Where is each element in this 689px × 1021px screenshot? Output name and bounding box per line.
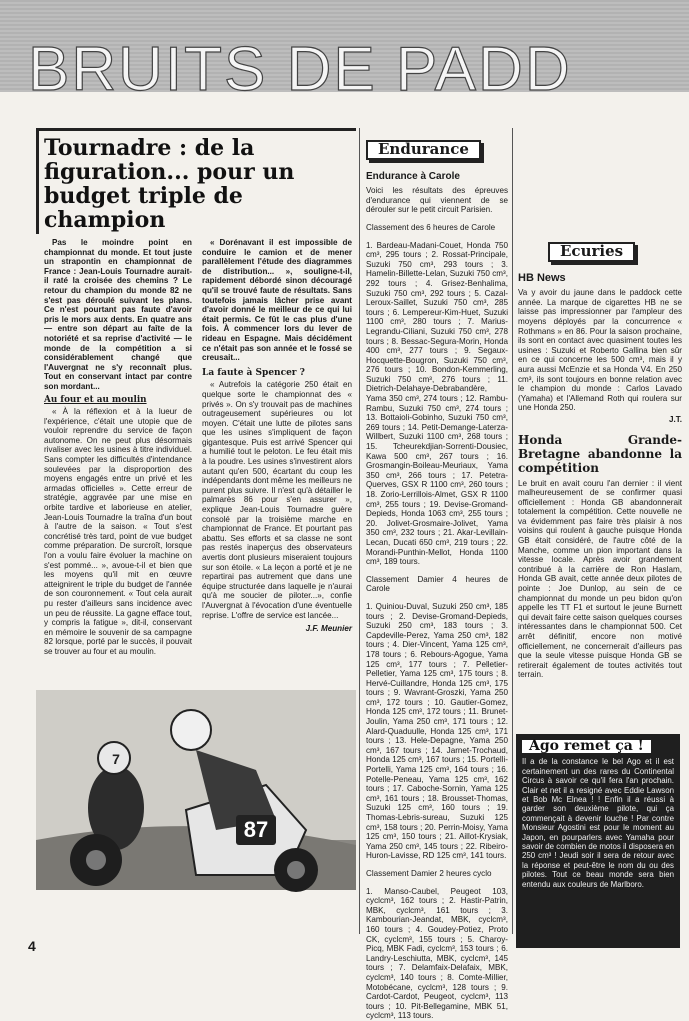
section-banner [0,0,689,104]
article-column-1 [44,238,192,688]
ecuries-tag: Ecuries [548,242,635,262]
banner-title: BRUITS DE PADD [28,35,572,104]
article-column-2 [202,238,352,690]
right-column [518,128,682,728]
article-intro: Pas le moindre point en championnat du monde. Et tout juste un strapontin en championnat de France : Jean-Louis Tournadre aurait-il raté la croisée des chemins ? Le retour du champion du monde 82 ne s'est pas déroulé suivant les plans. Ce n'est pourtant pas faute d'avoir pris le mors aux dents. En quatre ans — entre son départ au faîte de la notoriété et sa reprise d'activité — le monde de la compétition a si considérablement changé que l'Auvergnat ne s'y reconnaît plus. Tout en conservant intact par contre son mordant... [44,238,192,391]
spacer [518,134,682,242]
ago-sidebar [516,734,680,948]
column-divider-2 [512,128,513,934]
list2-title: Classement Damier 4 heures de Carole [366,574,508,594]
hb-news-text: Va y avoir du jaune dans le paddock cette année. La marque de cigarettes HB ne se laisse pas impressionner par l'ampleur des moyens déployés par la concurrence « Rothmans » en 86. Pour la saison prochaine, ils sont en contact avec quasiment toutes les usines : Suzuki et Roberto Gallina bien sûr en ce qui concerne les 500 cm³, mais il y aura aussi McEnzie et sa Honda V4. En 250 cm³, ils sont toujours en bonne relation avec le champion du monde : Carlos Lavado (Yamaha) et l'Allemand Roth qui roulera sur une Honda 250. [518,288,682,413]
hb-news-heading: HB News [518,271,566,284]
motorcycle-illustration [36,690,356,890]
honda-gb-text: Le bruit en avait couru l'an dernier : il vient malheureusement de se confirmer quasi officiellement : Honda GB abandonnerait totalement la compétition. Cette nouvelle ne va évidemment pas faire très plaisir à nos voisins qui roulent à gauche puisque Honda GB était considéré, de l'autre côté de la Manche, comme un pion important dans la vitesse locale. Après avoir grandement contribué à la carrière de Ron Haslam, Honda GB avait, cette année deux pilotes de pointe : Joe Dunlop, au sein de ce championnat du monde un peu bidon qu'on appelle les TT F1 et surtout le jeune Burnett qui devait faire cette saison quelques courses intéressantes dans le championnat 500. Cet arrêt définitif, encore non motivé officiellement, ne concernerait d'ailleurs pas que la seule vitesse puisque Honda GB se retirerait également de toutes activités tout terrain. [518,478,682,680]
column-divider [359,128,360,934]
list3-title: Classement Damier 2 heures cyclo [366,868,492,878]
article-signature: J.F. Meunier [305,624,352,634]
article-headline: Tournadre : de la figuration... pour un budget triple de champion [44,135,295,233]
article-paragraph-2: « Dorénavant il est impossible de conduire le camion et de mener parallèlement l'étude des diagrammes de distribution... », souligne-t-il, rapidement débordé sinon découragé qu'il se trouvé faute de résultats. Sans toutefois jamais lâcher prise avant d'avoir donné le meilleur de ce qui lui était permis. Ce fût le cas plus d'une fois. À commencer lors du lever de rideau en Espagne. Mais décidément ce n'était pas son année et le fossé se creusait... [202,238,352,363]
endurance-heading: Endurance à Carole [366,170,460,182]
endurance-column [366,140,508,1021]
results-6h: 1. Bardeau-Madani-Couet, Honda 750 cm³, 295 tours ; 2. Rossat-Principale, Suzuki 750 cm³, 293 tours ; 3. Hamelin-Billette-Lelan, Suzuki 750 cm³, 292 tours ; 4. Grisez-Benhalima, Suzuki 750 cm³, 292 tours ; 5. Cazal-Leroux-Saillet, Suzuki 750 cm³, 285 tours ; 6. Lempereur-Kim-Huet, Suzuki 1100 cm³, 280 tours ; 7. Marius-Legrandu-Ciliani, Suzuki 750 cm³, 278 tours ; 8. Bessac-Segura-Morin, Honda 400 cm³, 277 tours ; 9. Segaux-Hocquette-Bougron, Suzuki 750 cm³, 276 tours ; 10. Bondon-Kemmerling, Suzuki 750 cm³, 276 tours ; 11. Dietrich-Delahaye-Debrabandère, Yama 350 cm³, 274 tours ; 12. Rambu-Rambu, Suzuki 750 cm³, 274 tours ; 13. Bottaioli-Gobinho, Suzuki 750 cm³, 269 tours ; 14. Petit-Demange-Laterza-Willbert, Suzuki 1100 cm³, 268 tours ; 15. Tcheurekdjian-Sorrenti-Dousiec, Kawa 500 cm³, 267 tours ; 16. Grosmangin-Boileau-Meuriaux, Yama 350 cm³, 266 tours ; 17. Petetra-Querves, GSX R 1100 cm³, 260 tours ; 18. Zorio-Lerrillois-Almet, GSX R 1100 cm³, 255 tours ; 19. Devise-Gromand-Depieds, Honda 1063 cm³, 255 tours ; 20. Jolivet-Grosmaire-Jolivet, Yama 350 cm³, 232 tours ; 21. Akar-Levillain-Lecan, Ducati 650 cm³, 219 tours ; 22. Morandi-Punthin-Mellot, Honda 1100 cm³, 189 tours. [366,240,508,567]
results-2h-cyclo: 1. Manso-Caubel, Peugeot 103, cyclcm³, 162 tours ; 2. Hastir-Patrin, MBK, cyclcm³, 161 tours ; 3. Kambourian-Jeandat, MBK, cyclcm³, 160 tours ; 4. Goudey-Potiez, Proto CK, cyclcm³, 155 tours ; 5. Charoy-Picq, MBK Fadi, cyclcm³, 153 tours ; 6. Landry-Leschiutta, MBK, cyclcm³, 145 tours ; 7. Delamfaix-Delafaix, MBK, cyclcm³, 140 tours ; 8. Comte-Millier, Motobécane, cyclcm³, 128 tours ; 9. Cardot-Cardot, Peugeot, cyclcm³, 113 tours ; 10. Pit-Bellegamine, MBK 51, cyclcm³, 113 tours. [366,886,508,1021]
ago-text: Il a de la constance le bel Ago et il est certainement un des rares du Continental Circus à savoir ce qu'il fera l'an prochain. Clair et net il a resigné avec Eddie Lawson et Bob Mc Elnea ! ! Enfin il a réussi à garder son deuxième pilote, qui ça commençait à devenir louche ! Par contre Monsieur Agostini est pour le moment au Japon, en pourparlers avec Yamaha pour savoir de combien de motos il disposera en 250 cm³ ! Jeudi soir il sera de retour avec la réponse et peut-être le nom du ou des pilotes. Tout ce beau monde sera bien entendu aux couleurs de Marlboro. [522,757,674,889]
racing-photo [36,690,356,890]
article-subhead-2: La faute à Spencer ? [202,367,305,378]
article-paragraph-3: « Autrefois la catégorie 250 était en quelque sorte le championnat des « privés ». On s'y trouvait pas de machines outrageusement supérieures ou lot moyen. C'était une lutte de pilotes sans que les usines s'impliquent de façon gigantesque. Puis est arrivé Spencer qui a humilié tout le peloton. Le feu était mis à la poudre. Les usines s'investirent alors autant qu'en 500, écartant du coup les indépendants dont même les meilleurs ne purent plus suivre. Il n'est qu'à détailler le palmarès 86 pour s'en assurer », explique Jean-Louis Tournadre guère consolé par la troisième marche en championnat de France. Et pourtant pas abattu. Ses efforts et sa classe ne sont pas restés inaperçus des observateurs avertis dont plusieurs miseraient toujours sur son étoile. « La leçon a porté et je ne repartirai pas autrement que dans une équipe structurée dans laquelle je n'aurai qu'à me soucier de piloter...», confie l'Auvergnat à l'évocation d'une éventuelle reprise. L'offre de service est lancée... [202,380,352,620]
endurance-tag: Endurance [366,140,481,160]
bike-number: 87 [243,817,269,842]
endurance-intro: Voici les résultats des épreuves d'endurance qui viennent de se dérouler sur le petit circuit Parisien. [366,186,508,215]
page-number: 4 [28,938,36,954]
ago-title: Ago remet ça ! [522,740,651,753]
list1-title: Classement des 6 heures de Carole [366,222,496,232]
results-4h: 1. Quiniou-Duval, Suzuki 250 cm³, 185 tours ; 2. Devise-Gromand-Depieds, Suzuki 250 cm³, 183 tours ; 3. Capdeville-Perez, Yama 250 cm³, 182 tours ; 4. Dier-Vincent, Yama 125 cm³, 178 tours ; 6. Rebours-Agogue, Yama 125 cm³, 177 tours ; 7. Pelletier-Pelletier, Yama 125 cm³, 175 tours ; 8. Hervé-Cuillandre, Honda 125 cm³, 175 tours ; 9. Wavrant-Groszki, Yama 250 cm³, 172 tours ; 10. Gautier-Gomez, Honda 125 cm³, 172 tours ; 11. Brunet-Joulin, Yama 250 cm³, 171 tours ; 12. Alard-Quaduulle, Honda 125 cm³, 171 tours ; 13. Hele-Depagne, Yama 250 cm³, 167 tours ; 14. Jarnet-Trochaud, Honda 125 cm³, 167 tours ; 15. Portelli-Portelli, Yama 125 cm³, 164 tours ; 16. Potelle-Peneau, Yama 125 cm³, 162 tours ; 17. Caboche-Sornin, Yama 125 cm³, 161 tours ; 18. Brousset-Thomas, Suzuki 125 cm³, 160 tours ; 19. Thomas-Lebris-sureau, Suzuki 125 cm³, 158 tours ; 20. Perrin-Moisy, Yama 125 cm³, 150 tours ; 21. Aillot-Krysiak, Yama 250 cm³, 145 tours ; 22. Ribeiro-Huron-Lavisse, RD 125 cm³, 141 tours. [366,601,508,861]
honda-gb-heading: Honda Grande-Bretagne abandonne la compétition [518,432,682,475]
hb-news-signature: J.T. [668,414,682,424]
rider-number: 7 [112,751,120,767]
article-paragraph-1: « À la réflexion et à la lueur de l'expérience, c'était une utopie que de vouloir reprendre du service de façon autonome. On ne peut plus désormais rivaliser avec les usines à titre individuel. Sans compter les difficultés d'intendance soulevées par la disproportion des moyens engagés entre un privé et les armadas officielles ». Cette erreur de stratégie, aggravée par une mise en orbite tardive et laborieuse en atelier, Jean-Louis Tournadre la traîna d'un bout à l'autre de la saison. « Tout s'est concrétisé très tard, point de vue budget comme préparation. De surcroît, lorsque l'on a voulu faire évoluer la machine on s'est pommé... », avoue-t-il et bien que les moyens qu'il mit en œuvre atteignirent le triple du budget de l'année de son couronnement. « Tout cela aurait pu rester d'ailleurs sans incidence avec un peu de réussite. La gagne efface tout, y compris la fatigue », dit-il, conservant en mémoire le souvenir de sa campagne 82 lorsque, porté par le succès, il pouvait se trouver au four et au moulin. [44,407,192,656]
article-subhead-1: Au four et au moulin [44,394,147,405]
